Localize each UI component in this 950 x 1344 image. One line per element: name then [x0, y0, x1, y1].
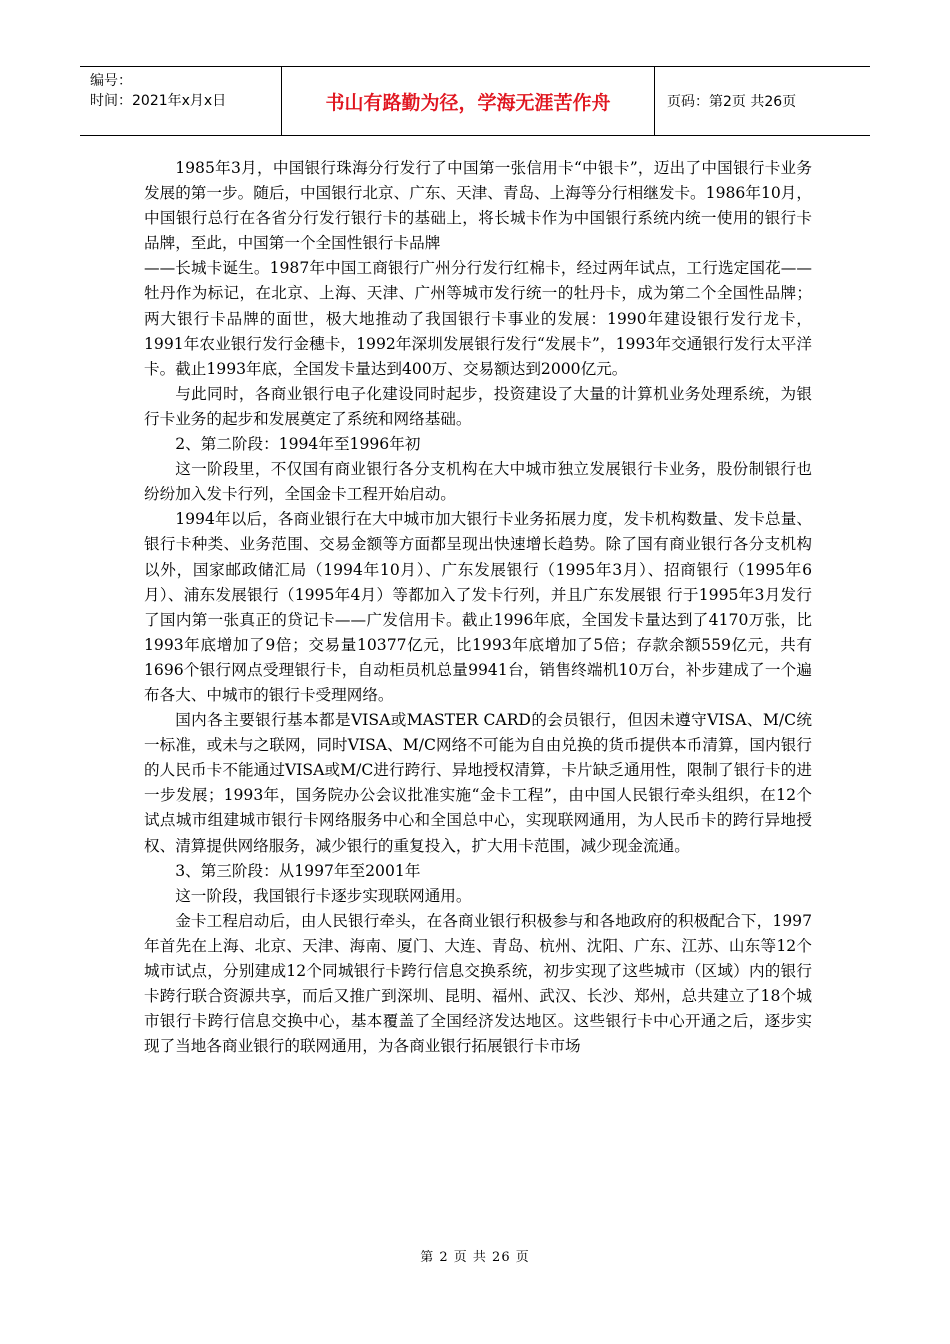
document-number-label: 编号： [90, 73, 132, 89]
section-heading: 3、第三阶段：从1997年至2001年 [175, 861, 421, 880]
paragraph: ——长城卡诞生。1987年中国工商银行广州分行发行红棉卡，经过两年试点，工行选定国花——牡丹作为标记，在北京、上海、天津、广州等城市发行统一的牡丹卡，成为第二个全国性品牌；两大银行卡品牌的面世，极大地推动了我国银行卡事业的发展：1990年建设银行发行龙卡，1991年农业银行发行金穗卡，1992年深圳发展银行发行“发展卡”，1993年交通银行发行太平洋卡。截止1993年底，全国发卡量达到400万、交易额达到2000亿元。 [144, 259, 812, 378]
paragraph: 这一阶段，我国银行卡逐步实现联网通用。 [175, 886, 472, 905]
paragraph: 1985年3月，中国银行珠海分行发行了中国第一张信用卡“中银卡”，迈出了中国银行卡业务发展的第一步。随后，中国银行北京、广东、天津、青岛、上海等分行相继发卡。1986年10月，中国银行总行在各省分行发行银行卡的基础上，将长城卡作为中国银行系统内统一使用的银行卡品牌，至此，中国第一个全国性银行卡品牌 [144, 159, 812, 253]
header-motto: 书山有路勤为径，学海无涯苦作舟 [282, 67, 655, 135]
paragraph: 与此同时，各商业银行电子化建设同时起步，投资建设了大量的计算机业务处理系统，为银行卡业务的起步和发展奠定了系统和网络基础。 [144, 384, 812, 428]
header-page-info: 页码：第2页 共26页 [667, 94, 797, 110]
page-header [80, 66, 870, 136]
paragraph: 这一阶段里，不仅国有商业银行各分支机构在大中城市独立发展银行卡业务，股份制银行也纷纷加入发卡行列，全国金卡工程开始启动。 [144, 460, 812, 504]
section-heading: 2、第二阶段：1994年至1996年初 [175, 435, 421, 454]
document-time-label: 时间：2021年x月x日 [90, 93, 227, 109]
header-meta [80, 67, 282, 135]
paragraph: 1994年以后，各商业银行在大中城市加大银行卡业务拓展力度，发卡机构数量、发卡总量、银行卡种类、业务范围、交易金额等方面都呈现出快速增长趋势。除了国有商业银行各分支机构以外，国家邮政储汇局（1994年10月）、广东发展银行（1995年3月）、招商银行（1995年6月）、浦东发展银行（1995年4月）等都加入了发卡行列，并且广东发展银 行于1995年3月发行了国内第一张真正的贷记卡——广发信用卡。截止1996年底，全国发卡量达到了4170万张，比1993年底增加了9倍；交易量10377亿元，比1993年底增加了5倍；存款余额559亿元，共有1696个银行网点受理银行卡，自动柜员机总量9941台，销售终端机10万台，补步建成了一个遍布各大、中城市的银行卡受理网络。 [144, 510, 812, 704]
document-body [144, 156, 812, 1059]
page-footer: 第 2 页 共 26 页 [420, 1250, 530, 1265]
paragraph: 国内各主要银行基本都是VISA或MASTER CARD的会员银行，但因未遵守VISA、M/C统一标准，或未与之联网，同时VISA、M/C网络不可能为自由兑换的货币提供本币清算，国内银行的人民币卡不能通过VISA或M/C进行跨行、异地授权清算，卡片缺乏通用性，限制了银行卡的进一步发展；1993年，国务院办公会议批准实施“金卡工程”，由中国人民银行牵头组织，在12个试点城市组建城市银行卡网络服务中心和全国总中心，实现联网通用，为人民币卡的跨行异地授权、清算提供网络服务，减少银行的重复投入，扩大用卡范围，减少现金流通。 [144, 711, 812, 855]
paragraph: 金卡工程启动后，由人民银行牵头，在各商业银行积极参与和各地政府的积极配合下，1997年首先在上海、北京、天津、海南、厦门、大连、青岛、杭州、沈阳、广东、江苏、山东等12个城市试点，分别建成12个同城银行卡跨行信息交换系统，初步实现了这些城市（区域）内的银行卡跨行联合资源共享，而后又推广到深圳、昆明、福州、武汉、长沙、郑州，总共建立了18个城市银行卡跨行信息交换中心，基本覆盖了全国经济发达地区。这些银行卡中心开通之后，逐步实现了当地各商业银行的联网通用，为各商业银行拓展银行卡市场 [144, 911, 812, 1056]
